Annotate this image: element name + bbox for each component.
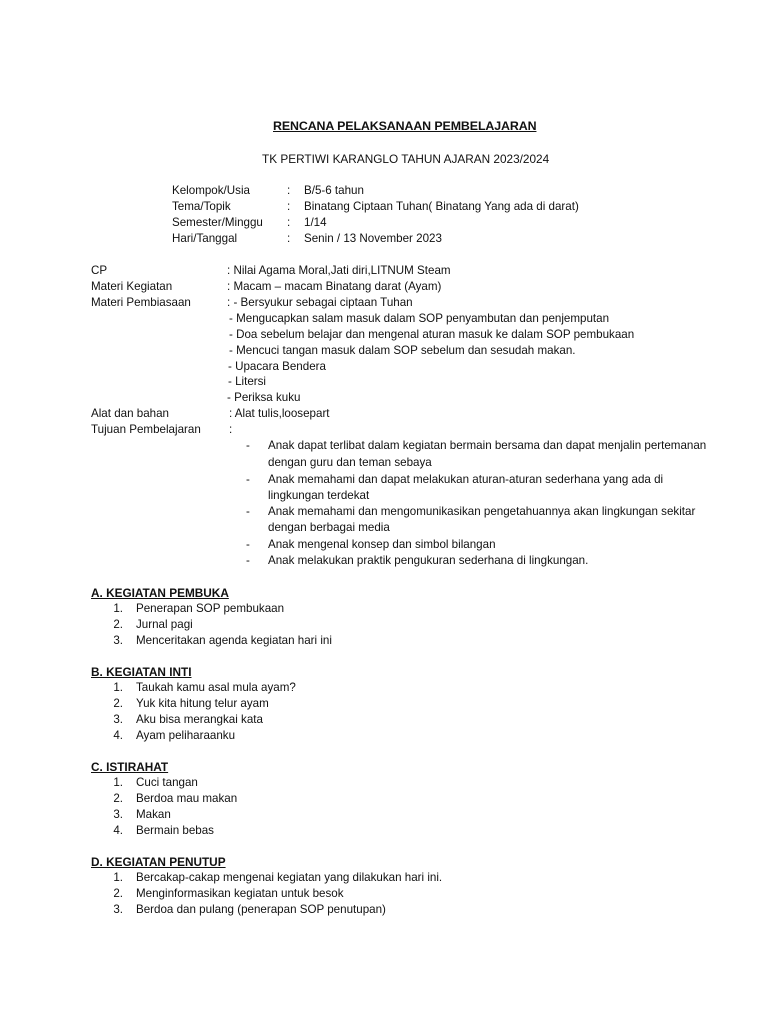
tujuan-text: Anak melakukan praktik pengukuran sederhana di lingkungan. (268, 554, 589, 567)
list-item: Cuci tangan (136, 776, 198, 789)
identity-label: Tema/Topik (172, 200, 231, 213)
section-heading: D. KEGIATAN PENUTUP (91, 855, 226, 869)
tujuan-text: Anak memahami dan mengomunikasikan pengetahuannya akan lingkungan sekitar (268, 505, 696, 518)
pembiasaan-item: - Mencuci tangan masuk dalam SOP sebelum dan sesudah makan. (229, 344, 576, 357)
pembiasaan-item: - Upacara Bendera (228, 360, 326, 373)
identity-value: Senin / 13 November 2023 (304, 232, 442, 245)
pembiasaan-item: - Doa sebelum belajar dan mengenal aturan masuk ke dalam SOP pembukaan (229, 328, 635, 341)
document-subtitle: TK PERTIWI KARANGLO TAHUN AJARAN 2023/2024 (262, 152, 550, 166)
list-item: Yuk kita hitung telur ayam (136, 697, 269, 710)
list-item: Menceritakan agenda kegiatan hari ini (136, 634, 332, 647)
tujuan-label: Tujuan Pembelajaran (91, 423, 201, 436)
identity-separator: : (287, 184, 291, 197)
pembiasaan-item: - Periksa kuku (227, 391, 301, 404)
materi-kegiatan-value: : Macam – macam Binatang darat (Ayam) (227, 280, 442, 293)
identity-value: B/5-6 tahun (304, 184, 364, 197)
pembiasaan-item: - Mengucapkan salam masuk dalam SOP penyambutan dan penjemputan (229, 312, 610, 325)
identity-label: Kelompok/Usia (172, 184, 250, 197)
tujuan-dash: - (246, 505, 250, 518)
tujuan-dash: - (246, 439, 250, 452)
list-number: 3. (113, 903, 123, 916)
list-number: 2. (113, 618, 123, 631)
list-number: 4. (113, 824, 123, 837)
list-item: Berdoa dan pulang (penerapan SOP penutupan) (136, 903, 386, 916)
tujuan-text: dengan berbagai media (268, 521, 390, 534)
alat-bahan-value: : Alat tulis,loosepart (229, 407, 330, 420)
identity-separator: : (287, 200, 291, 213)
section-heading: B. KEGIATAN INTI (91, 665, 192, 679)
pembiasaan-item: - Litersi (228, 375, 267, 388)
list-number: 4. (113, 729, 123, 742)
list-number: 1. (113, 602, 123, 615)
tujuan-text: Anak memahami dan dapat melakukan aturan-aturan sederhana yang ada di (268, 473, 664, 486)
alat-bahan-label: Alat dan bahan (91, 407, 170, 420)
list-number: 2. (113, 792, 123, 805)
identity-value: 1/14 (304, 216, 327, 229)
identity-label: Semester/Minggu (172, 216, 263, 229)
tujuan-text: Anak dapat terlibat dalam kegiatan bermain bersama dan dapat menjalin pertemanan (268, 439, 707, 452)
list-number: 3. (113, 713, 123, 726)
list-item: Makan (136, 808, 171, 821)
list-number: 2. (113, 697, 123, 710)
identity-value: Binatang Ciptaan Tuhan( Binatang Yang ada di darat) (304, 200, 579, 213)
pembiasaan-item: : - Bersyukur sebagai ciptaan Tuhan (227, 296, 413, 309)
tujuan-text: Anak mengenal konsep dan simbol bilangan (268, 538, 496, 551)
list-number: 1. (113, 871, 123, 884)
list-number: 3. (113, 634, 123, 647)
list-item: Berdoa mau makan (136, 792, 238, 805)
cp-label: CP (91, 264, 108, 277)
cp-value: : Nilai Agama Moral,Jati diri,LITNUM Steam (227, 264, 451, 277)
list-number: 3. (113, 808, 123, 821)
tujuan-dash: - (246, 538, 250, 551)
materi-pembiasaan-label: Materi Pembiasaan (91, 296, 191, 309)
document-title: RENCANA PELAKSANAAN PEMBELAJARAN (273, 119, 537, 133)
list-item: Penerapan SOP pembukaan (136, 602, 285, 615)
list-item: Menginformasikan kegiatan untuk besok (136, 887, 344, 900)
section-heading: C. ISTIRAHAT (91, 760, 169, 774)
list-number: 2. (113, 887, 123, 900)
list-item: Taukah kamu asal mula ayam? (136, 681, 296, 694)
list-item: Bercakap-cakap mengenai kegiatan yang dilakukan hari ini. (136, 871, 443, 884)
list-number: 1. (113, 681, 123, 694)
section-heading: A. KEGIATAN PEMBUKA (91, 586, 229, 600)
identity-separator: : (287, 232, 291, 245)
tujuan-separator: : (229, 423, 233, 436)
list-number: 1. (113, 776, 123, 789)
tujuan-text: lingkungan terdekat (268, 489, 370, 502)
list-item: Ayam peliharaanku (136, 729, 236, 742)
tujuan-dash: - (246, 473, 250, 486)
materi-kegiatan-label: Materi Kegiatan (91, 280, 173, 293)
list-item: Aku bisa merangkai kata (136, 713, 263, 726)
tujuan-text: dengan guru dan teman sebaya (268, 456, 432, 469)
identity-separator: : (287, 216, 291, 229)
tujuan-dash: - (246, 554, 250, 567)
identity-label: Hari/Tanggal (172, 232, 238, 245)
list-item: Bermain bebas (136, 824, 214, 837)
list-item: Jurnal pagi (136, 618, 193, 631)
